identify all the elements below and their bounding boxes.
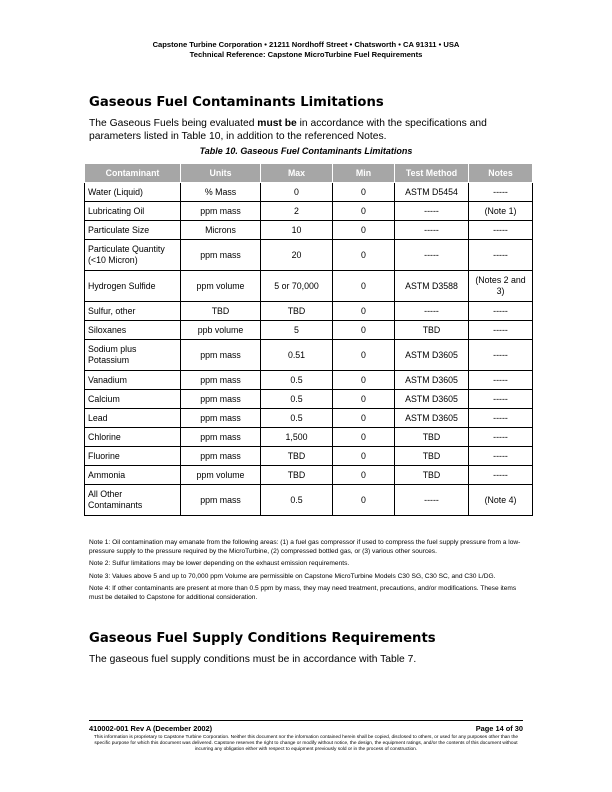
cell-units: ppm mass [181, 371, 261, 390]
cell-test-method: ASTM D3588 [395, 271, 469, 302]
cell-contaminant: Sulfur, other [85, 302, 181, 321]
cell-units: ppm mass [181, 447, 261, 466]
cell-units: TBD [181, 302, 261, 321]
cell-units: ppb volume [181, 321, 261, 340]
cell-test-method: ASTM D3605 [395, 340, 469, 371]
cell-test-method: ----- [395, 221, 469, 240]
col-header-min: Min [333, 164, 395, 183]
cell-units: Microns [181, 221, 261, 240]
cell-min: 0 [333, 409, 395, 428]
table-row [85, 485, 533, 516]
cell-max: 0.51 [261, 340, 333, 371]
cell-notes: ----- [469, 409, 533, 428]
table-row [85, 340, 533, 371]
cell-notes: ----- [469, 321, 533, 340]
cell-test-method: TBD [395, 466, 469, 485]
cell-min: 0 [333, 340, 395, 371]
table-row [85, 371, 533, 390]
cell-min: 0 [333, 485, 395, 516]
cell-max: 0.5 [261, 390, 333, 409]
cell-max: 20 [261, 240, 333, 271]
cell-contaminant: Vanadium [85, 371, 181, 390]
note-3: Note 3: Values above 5 and up to 70,000 ppm Volume are permissible on Capstone MicroTurbine Models C30 SG, C30 SC, and C30 L/DG. [89, 572, 496, 580]
table-row [85, 447, 533, 466]
cell-min: 0 [333, 240, 395, 271]
cell-test-method: ----- [395, 485, 469, 516]
cell-test-method: TBD [395, 447, 469, 466]
section-title-supply-conditions: Gaseous Fuel Supply Conditions Requirements [89, 631, 436, 646]
cell-max: 1,500 [261, 428, 333, 447]
cell-min: 0 [333, 447, 395, 466]
footer-page-number: Page 14 of 30 [475, 724, 523, 733]
cell-units: ppm mass [181, 202, 261, 221]
cell-test-method: ASTM D3605 [395, 409, 469, 428]
cell-notes: ----- [469, 371, 533, 390]
footer-disclaimer: This information is proprietary to Capstone Turbine Corporation. Neither this document nor the information contained herein shall be copied, disclosed to others, or used for any purposes other than the specific purpose for which this document was delivered. Capstone reserves the right to change or modify without notice, the design, the equipment ratings, and/or the contents of this document without incurring any obligation either with respect to equipment previously sold or in the process of construction. [93, 735, 519, 752]
note-1: Note 1: Oil contamination may emanate from the following areas: (1) a fuel gas compressor if used to compress the fuel supply pressure from a low-pressure supply to the pressure required by the MicroTurbine, (2) compressed bottled gas, or (3) various other sources. [89, 539, 521, 555]
table-notes [89, 539, 529, 607]
table-row [85, 221, 533, 240]
cell-contaminant: Lubricating Oil [85, 202, 181, 221]
cell-contaminant: Ammonia [85, 466, 181, 485]
cell-contaminant: Particulate Size [85, 221, 181, 240]
cell-contaminant: Lead [85, 409, 181, 428]
page-header [0, 40, 612, 60]
cell-contaminant: Sodium plus Potassium [85, 340, 181, 371]
cell-notes: ----- [469, 447, 533, 466]
supply-conditions-text: The gaseous fuel supply conditions must be in accordance with Table 7. [89, 654, 417, 665]
col-header-units: Units [181, 164, 261, 183]
table-row [85, 271, 533, 302]
cell-test-method: ----- [395, 302, 469, 321]
cell-min: 0 [333, 390, 395, 409]
cell-test-method: ----- [395, 202, 469, 221]
cell-notes: ----- [469, 240, 533, 271]
cell-contaminant: Particulate Quantity (<10 Micron) [85, 240, 181, 271]
cell-contaminant: Calcium [85, 390, 181, 409]
cell-units: ppm mass [181, 340, 261, 371]
col-header-notes: Notes [469, 164, 533, 183]
cell-max: TBD [261, 447, 333, 466]
cell-min: 0 [333, 202, 395, 221]
cell-notes: ----- [469, 428, 533, 447]
cell-units: ppm mass [181, 485, 261, 516]
header-doc-title: Technical Reference: Capstone MicroTurbine Fuel Requirements [189, 50, 423, 59]
cell-test-method: ASTM D3605 [395, 371, 469, 390]
cell-units: ppm volume [181, 466, 261, 485]
cell-units: ppm mass [181, 428, 261, 447]
table-row [85, 183, 533, 202]
col-header-test-method: Test Method [395, 164, 469, 183]
contaminants-table [84, 163, 533, 516]
cell-notes: ----- [469, 390, 533, 409]
cell-contaminant: Chlorine [85, 428, 181, 447]
cell-max: 5 [261, 321, 333, 340]
cell-notes: ----- [469, 183, 533, 202]
cell-max: 0 [261, 183, 333, 202]
cell-notes: (Notes 2 and 3) [469, 271, 533, 302]
cell-notes: ----- [469, 466, 533, 485]
note-4: Note 4: If other contaminants are present at more than 0.5 ppm by mass, they may need treatment, precautions, and/or modifications. These items must be detailed to Capstone for additional consideration. [89, 585, 517, 601]
cell-max: 5 or 70,000 [261, 271, 333, 302]
cell-units: ppm mass [181, 240, 261, 271]
cell-min: 0 [333, 428, 395, 447]
cell-notes: (Note 1) [469, 202, 533, 221]
cell-units: ppm volume [181, 271, 261, 302]
col-header-max: Max [261, 164, 333, 183]
cell-units: % Mass [181, 183, 261, 202]
cell-notes: ----- [469, 340, 533, 371]
cell-test-method: ----- [395, 240, 469, 271]
footer-divider [89, 720, 523, 721]
cell-min: 0 [333, 271, 395, 302]
cell-max: 0.5 [261, 371, 333, 390]
cell-max: 10 [261, 221, 333, 240]
intro-text-emphasis: must be [257, 118, 297, 129]
table-caption: Table 10. Gaseous Fuel Contaminants Limitations [199, 146, 413, 156]
table-row [85, 466, 533, 485]
cell-min: 0 [333, 371, 395, 390]
table-header-row [85, 164, 533, 183]
intro-text-end: in accordance with the specifications and parameters listed in Table 10, in addition to the referenced Notes. [89, 118, 487, 142]
cell-min: 0 [333, 302, 395, 321]
table-row [85, 321, 533, 340]
cell-test-method: TBD [395, 428, 469, 447]
intro-text-start: The Gaseous Fuels being evaluated [89, 118, 258, 129]
cell-contaminant: All Other Contaminants [85, 485, 181, 516]
cell-min: 0 [333, 183, 395, 202]
cell-test-method: ASTM D3605 [395, 390, 469, 409]
cell-test-method: TBD [395, 321, 469, 340]
cell-notes: ----- [469, 302, 533, 321]
cell-contaminant: Siloxanes [85, 321, 181, 340]
table-row [85, 302, 533, 321]
section-title-contaminants: Gaseous Fuel Contaminants Limitations [89, 95, 384, 110]
cell-contaminant: Water (Liquid) [85, 183, 181, 202]
intro-paragraph [89, 117, 529, 143]
col-header-contaminant: Contaminant [85, 164, 181, 183]
cell-max: 0.5 [261, 485, 333, 516]
cell-units: ppm mass [181, 409, 261, 428]
cell-notes: (Note 4) [469, 485, 533, 516]
note-2: Note 2: Sulfur limitations may be lower depending on the exhaust emission requirements. [89, 560, 350, 568]
cell-max: TBD [261, 302, 333, 321]
cell-max: 2 [261, 202, 333, 221]
cell-min: 0 [333, 221, 395, 240]
header-address: Capstone Turbine Corporation • 21211 Nordhoff Street • Chatsworth • CA 91311 • USA [152, 40, 460, 49]
cell-test-method: ASTM D5454 [395, 183, 469, 202]
cell-units: ppm mass [181, 390, 261, 409]
table-row [85, 390, 533, 409]
cell-min: 0 [333, 321, 395, 340]
table-row [85, 428, 533, 447]
table-row [85, 240, 533, 271]
cell-max: 0.5 [261, 409, 333, 428]
table-row [85, 202, 533, 221]
cell-contaminant: Fluorine [85, 447, 181, 466]
cell-max: TBD [261, 466, 333, 485]
cell-notes: ----- [469, 221, 533, 240]
table-row [85, 409, 533, 428]
cell-contaminant: Hydrogen Sulfide [85, 271, 181, 302]
cell-min: 0 [333, 466, 395, 485]
footer-doc-id: 410002-001 Rev A (December 2002) [89, 724, 213, 733]
